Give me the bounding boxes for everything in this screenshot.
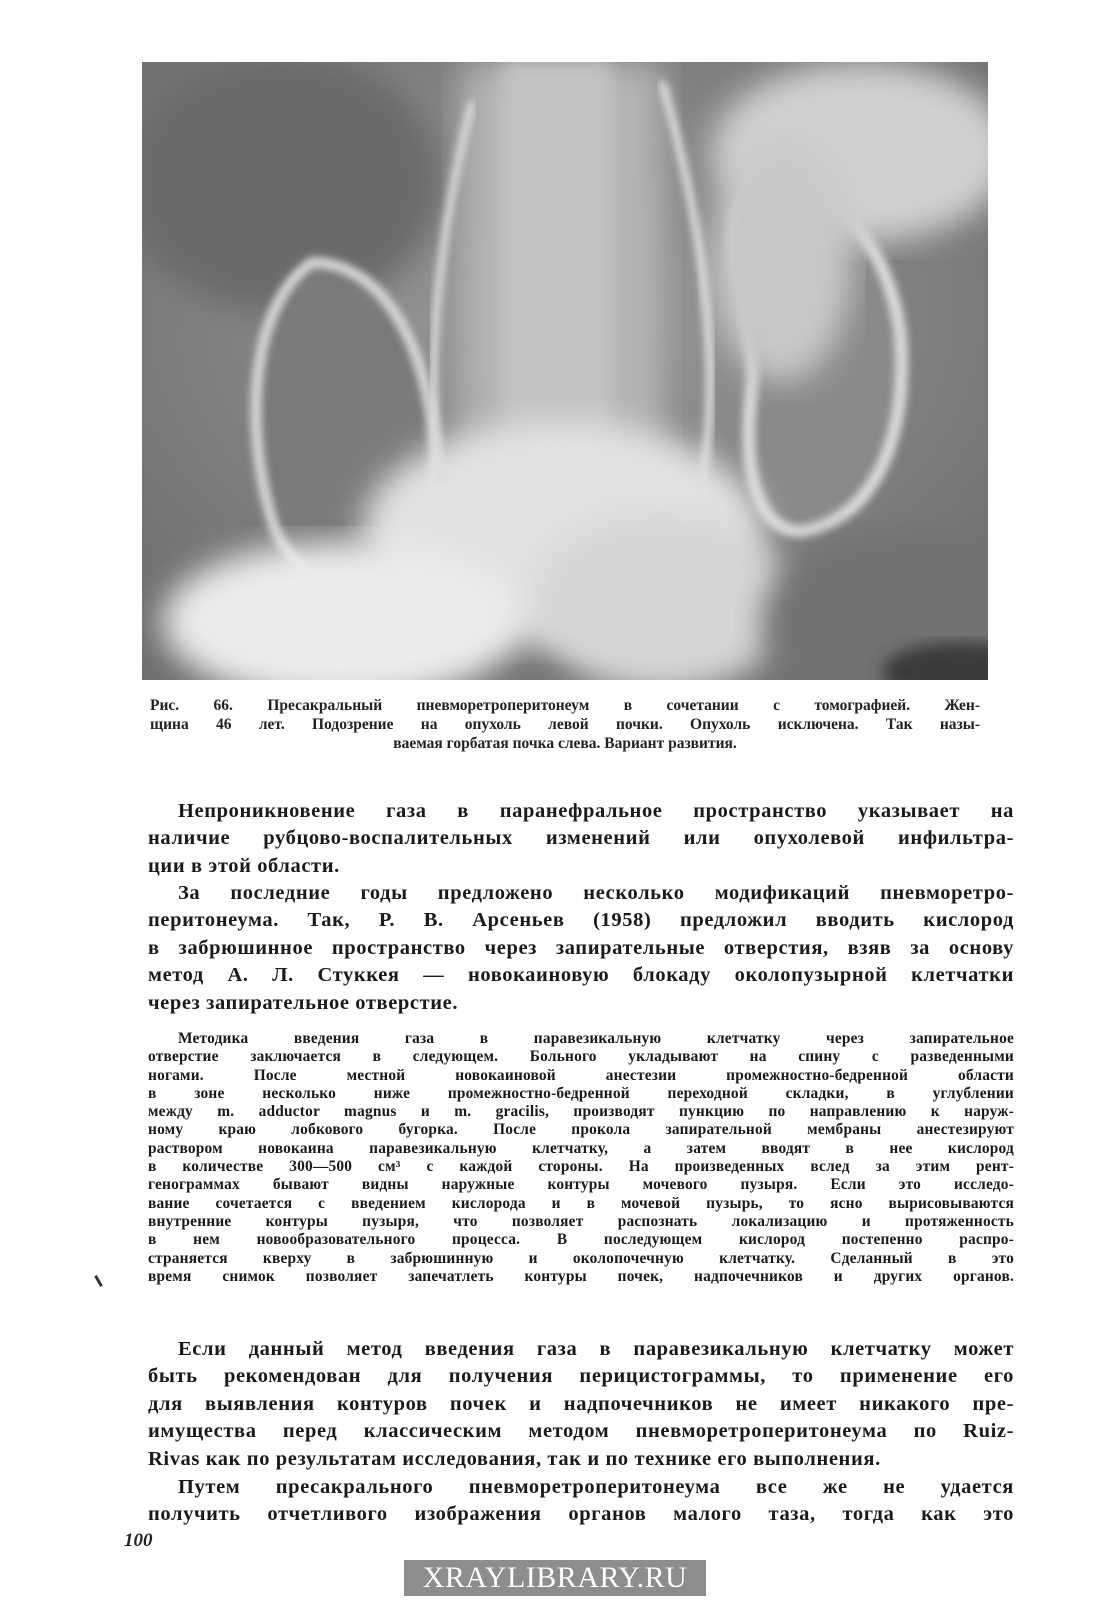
paragraph-5 <box>148 1474 1014 1529</box>
text-line: За последние годы предложено несколько модификаций пневморетро- <box>178 882 1014 904</box>
text-line: наличие рубцово-воспалительных изменений или опухолевой инфильтра- <box>148 827 1014 850</box>
text-line: метод А. Л. Стуккея — новокаиновую блокаду околопузырной клетчатки <box>148 964 1014 987</box>
text-line: отверстие заключается в следующем. Больного укладывают на спину с разведенными <box>148 1048 1014 1066</box>
text-line: Rivas как по результатам исследования, так и по технике его выполнения. <box>148 1447 881 1470</box>
caption-line: ваемая горбатая почка слева. Вариант развития. <box>393 735 737 752</box>
paragraph-2 <box>148 880 1014 1017</box>
text-line: через запирательное отверстие. <box>148 991 459 1014</box>
caption-line: щина 46 лет. Подозрение на опухоль левой почки. Опухоль исключена. Так назы- <box>150 716 980 733</box>
text-line: вание сочетается с введением кислорода и в мочевой пузырь, то ясно вырисовываются <box>148 1194 1014 1212</box>
text-line: получить отчетливого изображения органов малого таза, тогда как это <box>148 1503 1014 1526</box>
paragraph-4 <box>148 1336 1014 1473</box>
text-line: в количестве 300—500 см³ с каждой стороны. На произведенных вслед за этим рент- <box>148 1158 1014 1176</box>
caption-line: Рис. 66. Пресакральный пневморетроперитонеум в сочетании с томографией. Жен- <box>150 697 980 714</box>
text-line: страняется кверху в забрюшинную и околопочечную клетчатку. Сделанный в это <box>148 1249 1014 1267</box>
text-line: ному краю лобкового бугорка. После прокола запирательной мембраны анестезируют <box>148 1121 1014 1139</box>
text-line: в зоне несколько ниже промежностно-бедренной переходной складки, в углублении <box>148 1084 1014 1102</box>
paragraph-small-print <box>148 1030 1014 1286</box>
text-line: между m. adductor magnus и m. gracilis, производят пункцию по направлению к наруж- <box>148 1103 1014 1121</box>
text-line: быть рекомендован для получения перицистограммы, то применение его <box>148 1365 1014 1388</box>
figure-caption <box>150 696 980 753</box>
text-line: генограммах бывают видны наружные контуры мочевого пузыря. Если это исследо- <box>148 1176 1014 1194</box>
paragraph-1 <box>148 798 1014 880</box>
text-line: перитонеума. Так, Р. В. Арсеньев (1958) предложил вводить кислород <box>148 909 1014 932</box>
page-number: 100 <box>124 1530 153 1551</box>
text-line: Если данный метод введения газа в паравезикальную клетчатку может <box>178 1338 1014 1360</box>
text-line: ции в этой области. <box>148 854 340 877</box>
margin-mark <box>94 1275 103 1287</box>
text-line: ногами. После местной новокаиновой анестезии промежностно-бедренной области <box>148 1066 1014 1084</box>
text-line: Непроникновение газа в паранефральное пространство указывает на <box>178 800 1014 822</box>
text-line: Путем пресакрального пневморетроперитонеума все же не удается <box>178 1476 1014 1498</box>
text-line: раствором новокаина паравезикальную клетчатку, а затем вводят в нее кислород <box>148 1139 1014 1157</box>
xray-image-drawing <box>142 62 988 680</box>
xray-image <box>142 62 988 680</box>
text-line: в нем новообразовательного процесса. В последующем кислород постепенно распро- <box>148 1231 1014 1249</box>
watermark: XRAYLIBRARY.RU <box>404 1560 706 1596</box>
text-line: для выявления контуров почек и надпочечников не имеет никакого пре- <box>148 1392 1014 1415</box>
text-line: Методика введения газа в паравезикальную клетчатку через запирательное <box>178 1030 1014 1047</box>
text-line: внутренние контуры пузыря, что позволяет распознать локализацию и протяженность <box>148 1212 1014 1230</box>
text-line: в забрюшинное пространство через запирательные отверстия, взяв за основу <box>148 936 1014 959</box>
text-line: имущества перед классическим методом пневморетроперитонеума по Ruiz- <box>148 1420 1014 1443</box>
text-line: время снимок позволяет запечатлеть контуры почек, надпочечников и других органов. <box>148 1267 1014 1285</box>
